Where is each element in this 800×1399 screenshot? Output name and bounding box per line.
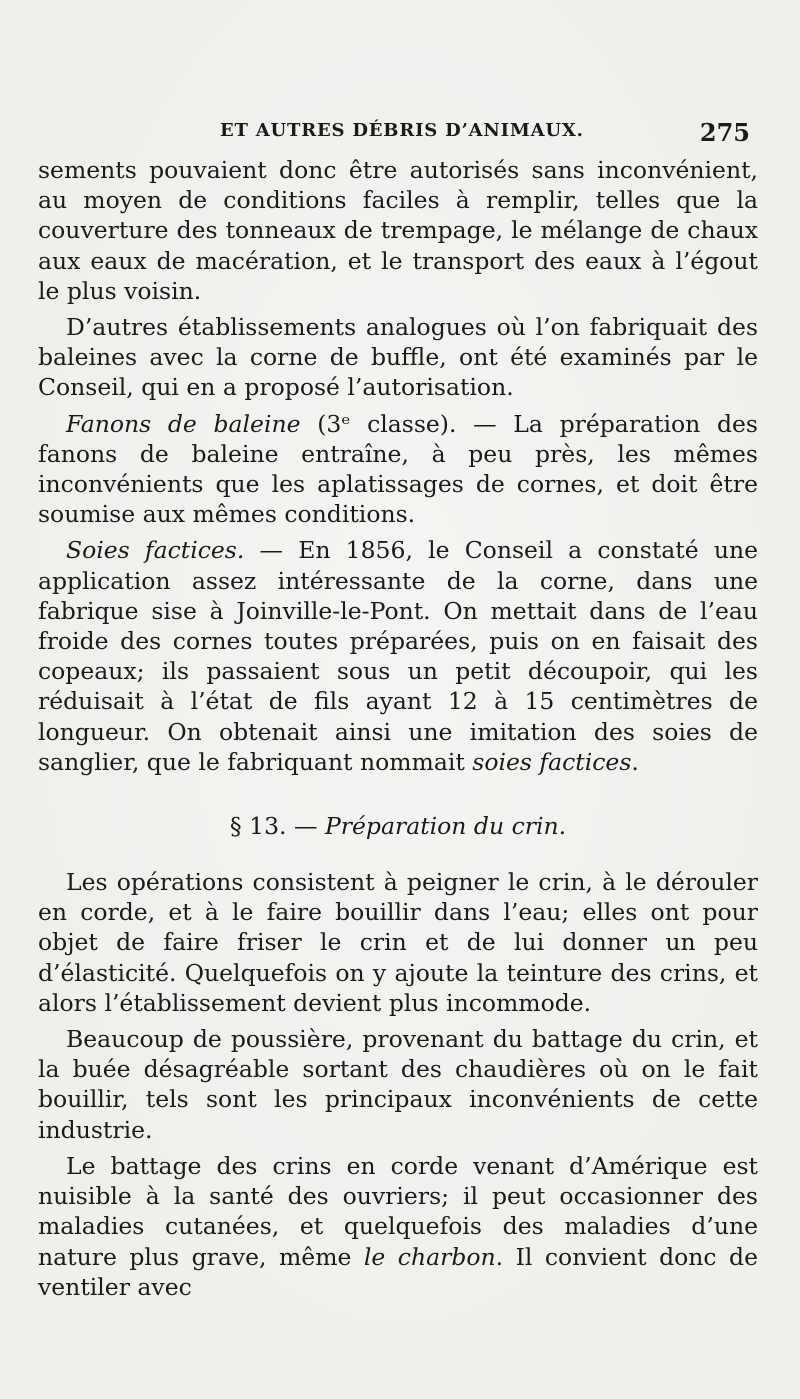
paragraph-fanons-text: — La préparation des fanons de baleine entraîne, à peu près, les mêmes inconvénients que les aplatissages de cornes, et doit être soumise aux mêmes conditions. — [38, 409, 758, 529]
section-number: § 13. — — [229, 812, 325, 841]
paragraph-battage-text: Le battage des crins en corde venant d’Amérique est nuisible à la santé des ouvriers; il peut occasionner des maladies cutanées, et quelquefois des maladies d’une nature plus grave, même — [38, 1151, 758, 1271]
page-header — [200, 118, 780, 154]
paragraph-operations: Les opérations consistent à peigner le crin, à le dérouler en corde, et à le faire bouillir dans l’eau; elles ont pour objet de faire friser le crin et de lui donner un peu d’élasticité. Quelquefois on y ajoute la teinture des crins, et alors l’établissement devient plus incommode. — [38, 868, 758, 1017]
paragraph-soies-text: — En 1856, le Conseil a constaté une application assez intéressante de la corne, dans une fabrique sise à Joinville-le-Pont. On mettait dans de l’eau froide des cornes toutes préparées, puis on en faisait des copeaux; ils passaient sous un petit découpoir, qui les réduisait à l’état de fils ayant 12 à 15 centimètres de longueur. On obtenait ainsi une imitation des soies de sanglier, que le fabriquant nommait — [38, 536, 758, 776]
section-title: Préparation du crin. — [324, 812, 567, 841]
paragraph-poussiere: Beaucoup de poussière, provenant du battage du crin, et la buée désagréable sortant des chaudières où on le fait bouillir, tels sont les principaux inconvénients de cette industrie. — [38, 1025, 758, 1144]
classification-note: (3ᵉ classe). — [317, 409, 457, 438]
run-in-heading-soies: Soies factices. — [66, 536, 245, 565]
paragraph-continuation: sements pouvaient donc être autorisés sans inconvénient, au moyen de conditions faciles à remplir, telles que la couverture des tonneaux de trempage, le mélange de chaux aux eaux de macération, et le transport des eaux à l’égout le plus voisin. — [38, 156, 758, 305]
run-in-heading-fanons: Fanons de baleine — [66, 409, 301, 438]
term-le-charbon: le charbon — [363, 1242, 496, 1271]
paragraph-battage-end: . Il convient donc de ventiler avec — [38, 1242, 759, 1301]
paragraph-battage — [38, 1151, 758, 1302]
term-soies-factices: soies factices — [472, 747, 632, 776]
body-text — [38, 155, 758, 1302]
section-heading — [38, 811, 758, 841]
paragraph-baleines: D’autres établissements analogues où l’on fabriquait des baleines avec la corne de buffle, ont été examinés par le Conseil, qui en a proposé l’autorisation. — [38, 313, 758, 402]
page-number: 275 — [699, 118, 750, 147]
paragraph-soies-factices — [38, 535, 758, 777]
paragraph-soies-end: . — [631, 747, 639, 776]
paragraph-fanons-de-baleine — [38, 409, 758, 530]
running-head: ET AUTRES DÉBRIS D’ANIMAUX. — [220, 120, 584, 141]
